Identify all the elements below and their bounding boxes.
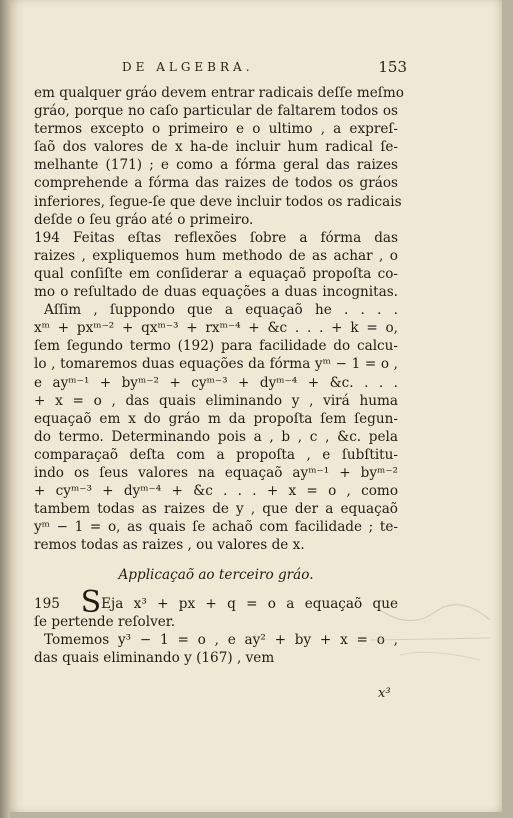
book-page [10, 0, 502, 812]
text-line: tambem todas as raizes de y , que der a equaçaõ [34, 501, 398, 518]
text-line: das quais eliminando y (167) , vem [34, 649, 275, 666]
text-line: inferiores, ſegue-ſe que deve incluir todos os radicais [34, 193, 402, 210]
page-number: 153 [378, 58, 407, 76]
catchword: x³ [378, 686, 391, 701]
text-line: termos excepto o primeiro e o ultimo , a expreſ- [34, 121, 398, 138]
running-title: DE ALGEBRA. [122, 60, 254, 74]
text-line: gráo, porque no caſo particular de faltarem todos os [34, 103, 398, 120]
body-text [34, 84, 404, 667]
formula-line: xᵐ + pxᵐ⁻² + qxᵐ⁻³ + rxᵐ⁻⁴ + &c . . . + k = o, [34, 320, 398, 337]
text-line: deſde o ſeu gráo até o primeiro. [34, 211, 254, 228]
text-line: lo , tomaremos duas equações da fórma yᵐ − 1 = o , [34, 356, 398, 373]
text-line: raizes , expliquemos hum methodo de as achar , o [34, 247, 398, 264]
text-line: remos todas as raizes , ou valores de x. [34, 537, 305, 554]
text-line: + cyᵐ⁻³ + dyᵐ⁻⁴ + &c . . . + x = o , como [34, 483, 398, 500]
text-line: comprehende a fórma das raizes de todos os gráos [34, 175, 398, 192]
running-header [122, 60, 407, 74]
text-line: ſem ſegundo termo (192) para facilidade do calcu- [34, 338, 398, 355]
text-line: Tomemos y³ − 1 = o , e ay² + by + x = o , [44, 631, 398, 648]
text-line: yᵐ − 1 = o, as quais ſe achaõ com facilidade ; te- [34, 519, 398, 536]
text-line: + x = o , das quais eliminando y , virá huma [34, 392, 398, 409]
text-line: do termo. Determinando pois a , b , c , &c. pela [34, 428, 398, 445]
section-first-line-text: Eja x³ + px + q = o a equaçaõ que [101, 595, 398, 612]
section-first-line [34, 584, 398, 620]
formula-line: e ayᵐ⁻¹ + byᵐ⁻² + cyᵐ⁻³ + dyᵐ⁻⁴ + &c. . . . [34, 374, 398, 391]
text-line: comparaçaõ deſta com a propoſta , e ſubſtitu- [34, 446, 398, 463]
text-line: em qualquer gráo devem entrar radicais deſſe meſmo [34, 85, 404, 101]
text-line: Aſſim , ſuppondo que a equaçaõ he . . . . [44, 302, 398, 319]
text-line: mo o reſultado de duas equações a duas incognitas. [34, 284, 398, 301]
text-line: equaçaõ em x do gráo m da propoſta ſem ſegun- [34, 410, 398, 427]
section-number: 195 [34, 595, 60, 612]
text-line: indo os ſeus valores na equaçaõ ayᵐ⁻¹ + byᵐ⁻² [34, 464, 398, 481]
text-line: ſe pertende reſolver. [34, 613, 176, 630]
section-heading: Applicaçaõ ao terceiro gráo. [118, 567, 314, 584]
text-line: qual conſiſte em conſiderar a equaçaõ propoſta co- [34, 265, 398, 282]
text-line: ſaõ dos valores de x ha-de incluir hum radical ſe- [34, 139, 398, 156]
book-spine-shadow [0, 0, 10, 818]
drop-letter: S [80, 584, 102, 620]
text-line: 194 Feitas eſtas reflexões ſobre a fórma das [34, 229, 398, 246]
text-line: melhante (171) ; e como a fórma geral das raizes [34, 157, 398, 174]
